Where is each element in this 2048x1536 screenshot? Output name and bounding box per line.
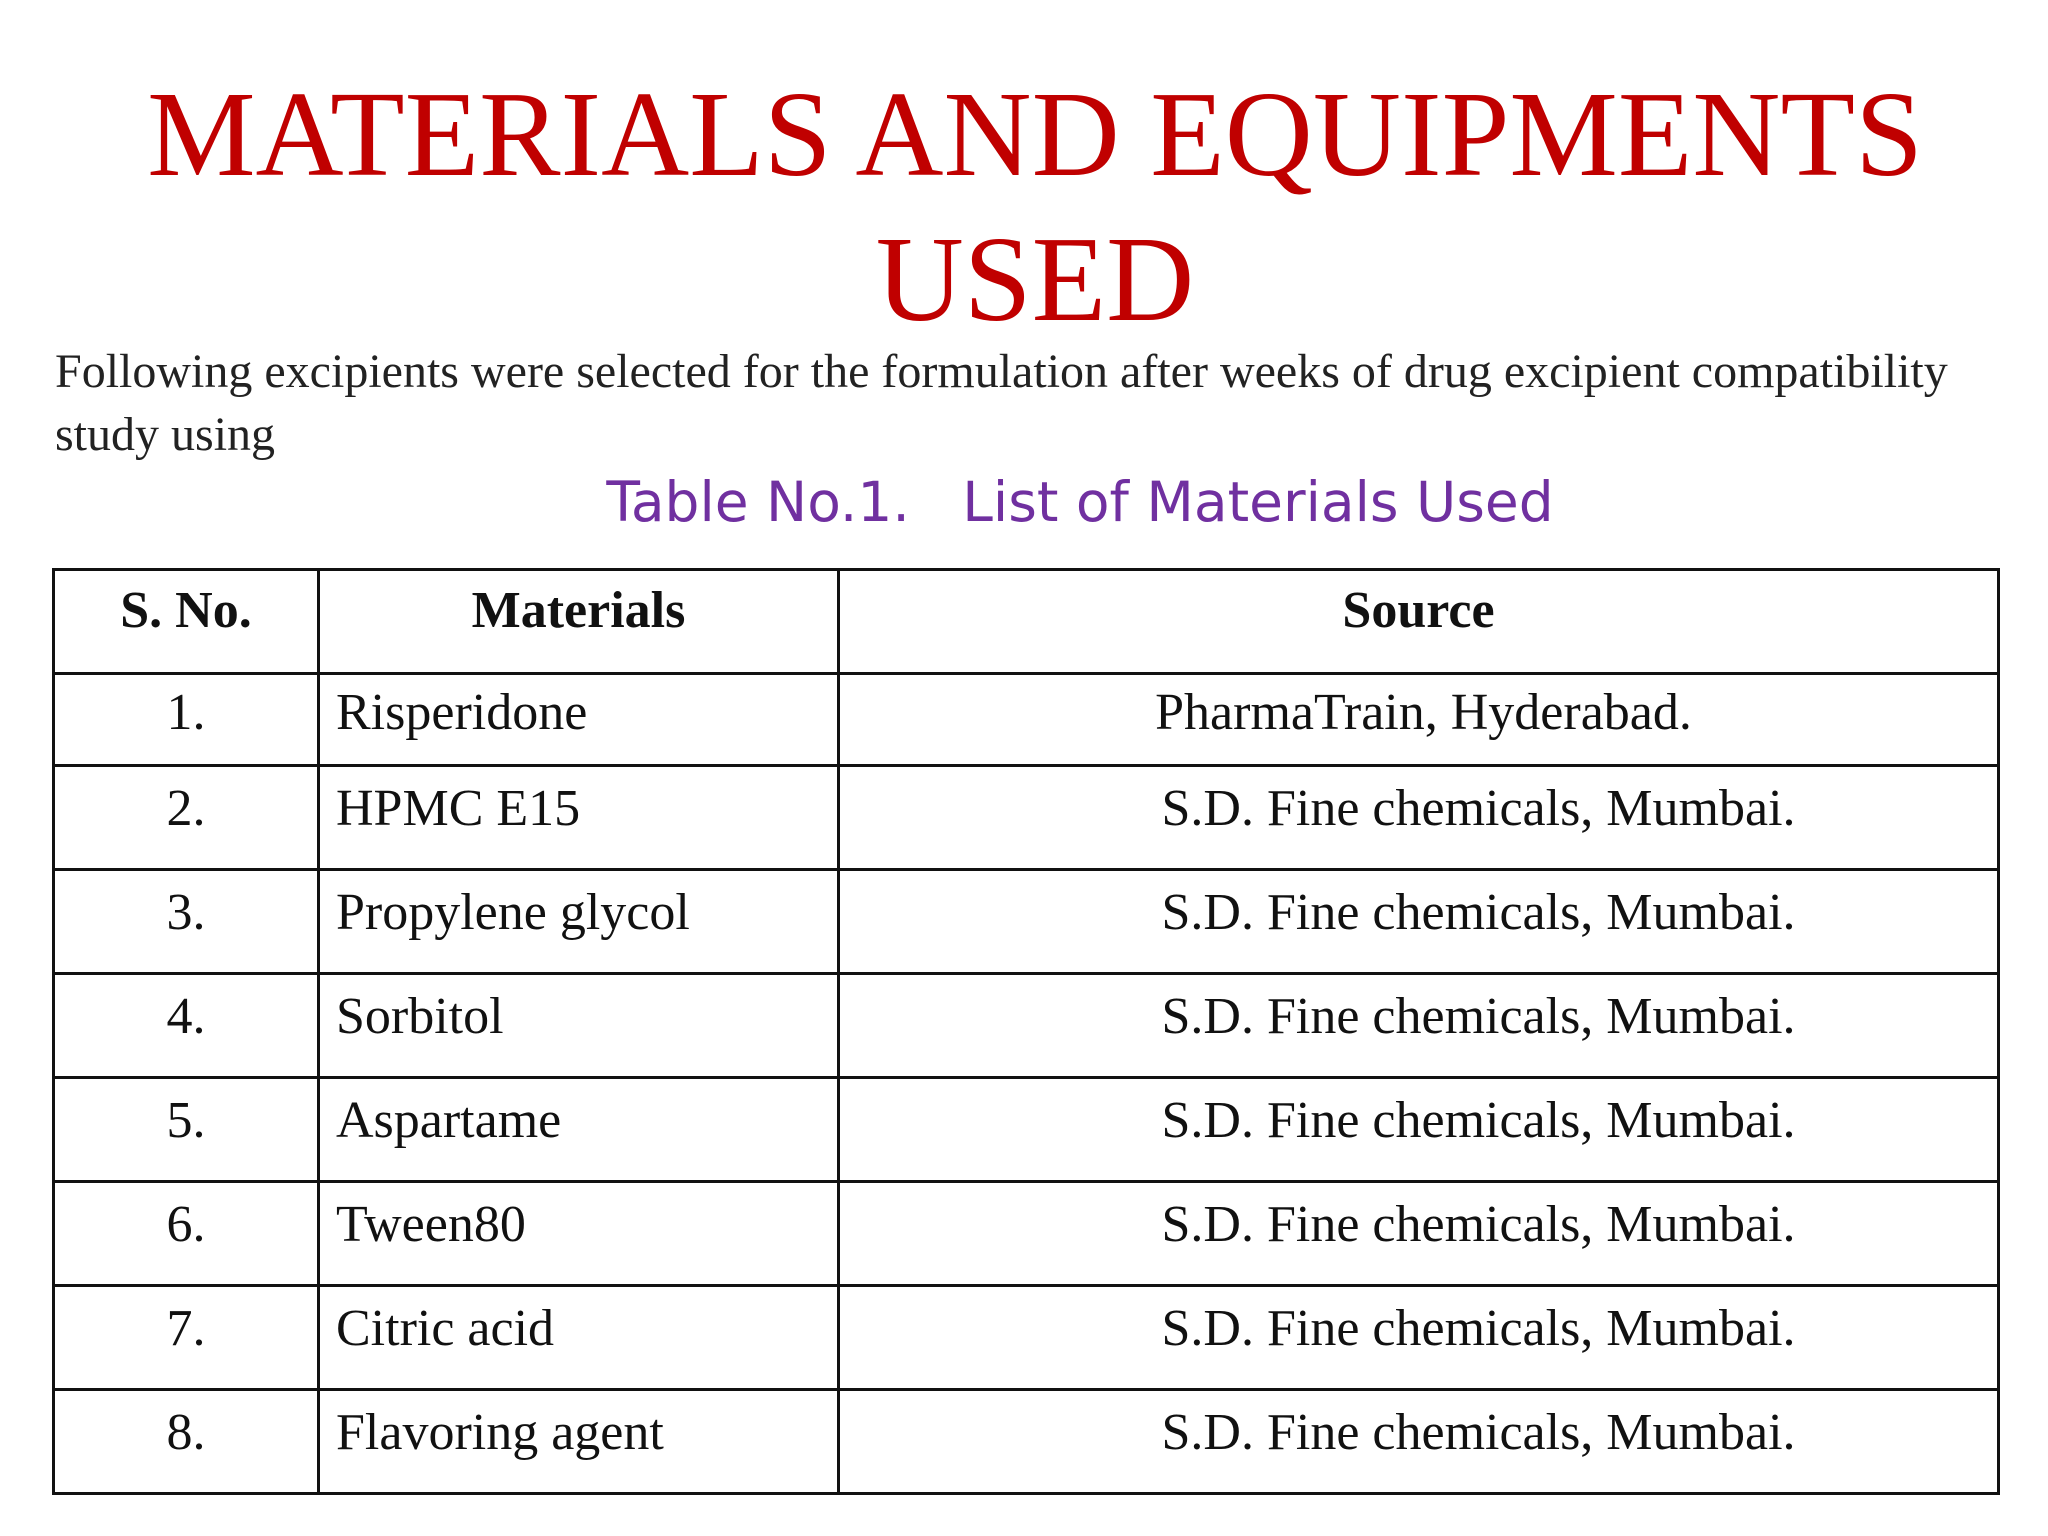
cell-source [839,1078,1999,1182]
cell-material: Risperidone [319,674,839,766]
cell-source [839,766,1999,870]
cell-source [839,974,1999,1078]
cell-source-text: S.D. Fine chemicals, Mumbai. [1161,1404,1796,1461]
cell-source-text: PharmaTrain, Hyderabad. [1155,684,1692,741]
cell-sno: 8. [54,1390,319,1494]
table-row [54,766,1999,870]
table-row [54,974,1999,1078]
cell-material: Citric acid [319,1286,839,1390]
cell-source-text: S.D. Fine chemicals, Mumbai. [1161,988,1796,1045]
cell-sno: 7. [54,1286,319,1390]
slide-title-line2: USED [875,212,1195,347]
cell-material: HPMC E15 [319,766,839,870]
intro-text: Following excipients were selected for the formulation after weeks of drug excipient compatibility study using [55,345,1948,461]
table-row [54,1182,1999,1286]
table-row [54,674,1999,766]
cell-material: Aspartame [319,1078,839,1182]
cell-material: Tween80 [319,1182,839,1286]
cell-material: Flavoring agent [319,1390,839,1494]
cell-material: Propylene glycol [319,870,839,974]
cell-source-text: S.D. Fine chemicals, Mumbai. [1161,1092,1796,1149]
cell-source [839,870,1999,974]
cell-source [839,1182,1999,1286]
cell-sno: 4. [54,974,319,1078]
table-header-row [54,570,1999,674]
cell-source-text: S.D. Fine chemicals, Mumbai. [1161,1300,1796,1357]
cell-source-text: S.D. Fine chemicals, Mumbai. [1161,1196,1796,1253]
header-source: Source [839,570,1999,674]
slide-title-line1: MATERIALS AND EQUIPMENTS [147,67,1923,202]
cell-source [839,674,1999,766]
header-sno: S. No. [54,570,319,674]
table-row [54,1390,1999,1494]
cell-source [839,1390,1999,1494]
cell-sno: 1. [54,674,319,766]
cell-sno: 3. [54,870,319,974]
slide-title [0,62,2048,352]
cell-sno: 2. [54,766,319,870]
cell-material: Sorbitol [319,974,839,1078]
cell-source-text: S.D. Fine chemicals, Mumbai. [1161,780,1796,837]
cell-source-text: S.D. Fine chemicals, Mumbai. [1161,884,1796,941]
cell-sno: 6. [54,1182,319,1286]
header-materials: Materials [319,570,839,674]
materials-table [52,568,2000,1495]
cell-source [839,1286,1999,1390]
table-row [54,870,1999,974]
table-row [54,1286,1999,1390]
table-caption: Table No.1. List of Materials Used [606,470,1554,534]
cell-sno: 5. [54,1078,319,1182]
table-row [54,1078,1999,1182]
